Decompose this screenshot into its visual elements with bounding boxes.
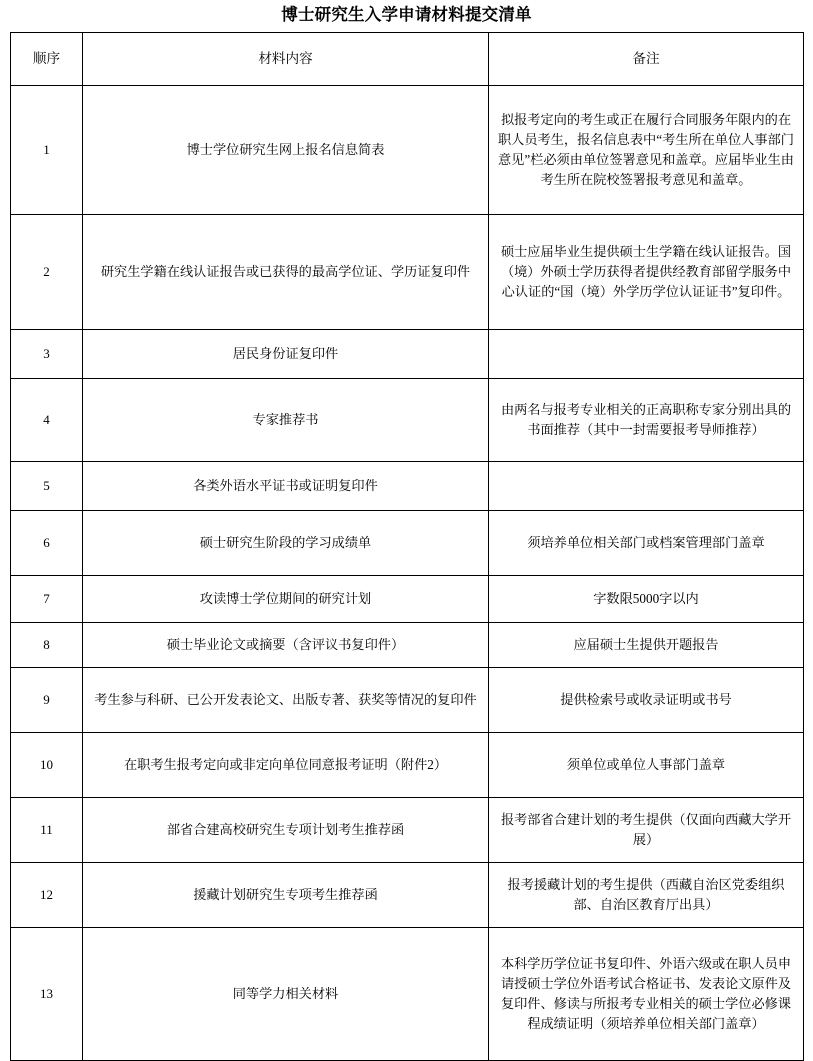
table-row: [11, 330, 804, 379]
row-seq: 7: [11, 576, 83, 623]
row-material: 居民身份证复印件: [83, 330, 489, 379]
row-note: 字数限5000字以内: [489, 576, 804, 623]
row-seq: 1: [11, 86, 83, 215]
table-row: [11, 576, 804, 623]
row-seq: 2: [11, 215, 83, 330]
row-material: 同等学力相关材料: [83, 928, 489, 1061]
row-material: 硕士毕业论文或摘要（含评议书复印件）: [83, 623, 489, 668]
table-row: [11, 623, 804, 668]
row-note: 由两名与报考专业相关的正高职称专家分别出具的书面推荐（其中一封需要报考导师推荐）: [489, 379, 804, 462]
row-material: 援藏计划研究生专项考生推荐函: [83, 863, 489, 928]
row-seq: 8: [11, 623, 83, 668]
row-note: 须单位或单位人事部门盖章: [489, 733, 804, 798]
row-seq: 3: [11, 330, 83, 379]
page-title: 博士研究生入学申请材料提交清单: [281, 5, 532, 24]
row-seq: 12: [11, 863, 83, 928]
row-seq: 10: [11, 733, 83, 798]
table-row: [11, 462, 804, 511]
row-seq: 9: [11, 668, 83, 733]
row-material: 博士学位研究生网上报名信息简表: [83, 86, 489, 215]
row-note: [489, 330, 804, 379]
column-header-material: 材料内容: [83, 33, 489, 86]
table-row: [11, 379, 804, 462]
table-header-row: [11, 33, 804, 86]
row-material: 考生参与科研、已公开发表论文、出版专著、获奖等情况的复印件: [83, 668, 489, 733]
table-row: [11, 511, 804, 576]
table-row: [11, 863, 804, 928]
row-note: 报考援藏计划的考生提供（西藏自治区党委组织部、自治区教育厅出具）: [489, 863, 804, 928]
row-material: 部省合建高校研究生专项计划考生推荐函: [83, 798, 489, 863]
row-note: 硕士应届毕业生提供硕士生学籍在线认证报告。国（境）外硕士学历获得者提供经教育部留学服务中心认证的“国（境）外学历学位认证证书”复印件。: [489, 215, 804, 330]
column-header-seq: 顺序: [11, 33, 83, 86]
row-seq: 5: [11, 462, 83, 511]
row-seq: 11: [11, 798, 83, 863]
row-material: 在职考生报考定向或非定向单位同意报考证明（附件2）: [83, 733, 489, 798]
table-row: [11, 86, 804, 215]
row-seq: 6: [11, 511, 83, 576]
row-material: 硕士研究生阶段的学习成绩单: [83, 511, 489, 576]
table-row: [11, 215, 804, 330]
table-header: [11, 33, 804, 86]
table-row: [11, 733, 804, 798]
table-row: [11, 798, 804, 863]
table-row: [11, 668, 804, 733]
row-note: 本科学历学位证书复印件、外语六级或在职人员申请授硕士学位外语考试合格证书、发表论文原件及复印件、修读与所报考专业相关的硕士学位必修课程成绩证明（须培养单位相关部门盖章）: [489, 928, 804, 1061]
row-note: 报考部省合建计划的考生提供（仅面向西藏大学开展）: [489, 798, 804, 863]
row-seq: 4: [11, 379, 83, 462]
row-material: 攻读博士学位期间的研究计划: [83, 576, 489, 623]
row-note: 应届硕士生提供开题报告: [489, 623, 804, 668]
column-header-note: 备注: [489, 33, 804, 86]
row-note: 提供检索号或收录证明或书号: [489, 668, 804, 733]
table-row: [11, 928, 804, 1061]
row-material: 研究生学籍在线认证报告或已获得的最高学位证、学历证复印件: [83, 215, 489, 330]
row-note: [489, 462, 804, 511]
table-body: [11, 86, 804, 1061]
materials-table: [10, 32, 804, 1061]
row-note: 拟报考定向的考生或正在履行合同服务年限内的在职人员考生，报名信息表中“考生所在单位人事部门意见”栏必须由单位签署意见和盖章。应届毕业生由考生所在院校签署报考意见和盖章。: [489, 86, 804, 215]
row-material: 各类外语水平证书或证明复印件: [83, 462, 489, 511]
row-material: 专家推荐书: [83, 379, 489, 462]
row-note: 须培养单位相关部门或档案管理部门盖章: [489, 511, 804, 576]
row-seq: 13: [11, 928, 83, 1061]
